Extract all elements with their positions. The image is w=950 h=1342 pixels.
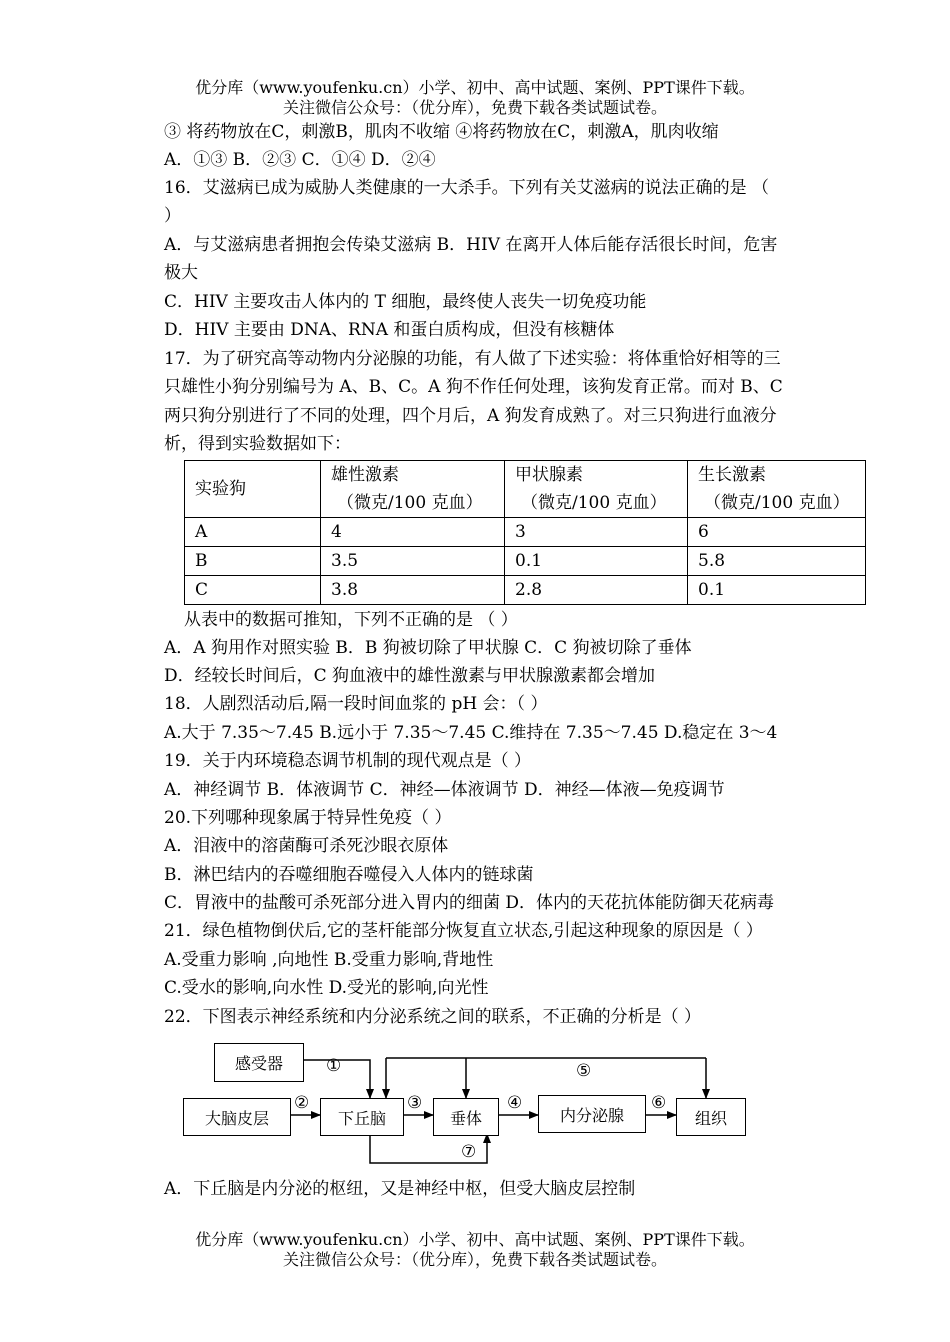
table-cell: C xyxy=(185,576,321,605)
question-17-option-d: D．经较长时间后，C 狗血液中的雄性激素与甲状腺激素都会增加 xyxy=(164,666,656,686)
question-20-stem: 20.下列哪种现象属于特异性免疫（ ） xyxy=(164,808,452,828)
table-header-cell: 生长激素 （微克/100 克血） xyxy=(688,461,866,518)
label-6: ⑥ xyxy=(651,1093,667,1113)
question-22-option-a: A．下丘脑是内分泌的枢纽，又是神经中枢，但受大脑皮层控制 xyxy=(164,1179,636,1199)
question-17-stem-4: 析，得到实验数据如下： xyxy=(164,434,351,454)
question-17-prompt: 从表中的数据可推知，下列不正确的是 （ ） xyxy=(184,610,518,630)
question-17-stem-3: 两只狗分别进行了不同的处理，四个月后，A 狗发育成熟了。对三只狗进行血液分 xyxy=(164,406,777,426)
question-18-stem: 18．人剧烈活动后,隔一段时间血浆的 pH 会：（ ） xyxy=(164,694,548,714)
label-3: ③ xyxy=(407,1093,423,1113)
question-17-options-abc: A．A 狗用作对照实验 B．B 狗被切除了甲状腺 C．C 狗被切除了垂体 xyxy=(164,638,692,658)
box-hypothalamus: 下丘脑 xyxy=(320,1098,404,1136)
question-17-stem-1: 17．为了研究高等动物内分泌腺的功能，有人做了下述实验：将体重恰好相等的三 xyxy=(164,349,781,369)
label-1: ① xyxy=(326,1056,342,1076)
box-cerebral-cortex: 大脑皮层 xyxy=(183,1098,291,1136)
table-cell: 3.8 xyxy=(321,576,505,605)
question-16-stem-end: ） xyxy=(164,206,181,226)
page-footer-line2: 关注微信公众号：（优分库），免费下载各类试题试卷。 xyxy=(282,1250,667,1269)
question-21-options-cd: C.受水的影响,向水性 D.受光的影响,向光性 xyxy=(164,978,489,998)
table-cell: 3.5 xyxy=(321,547,505,576)
question-15-option-line: ③ 将药物放在C，刺激B，肌肉不收缩 ④将药物放在C，刺激A，肌肉收缩 xyxy=(164,122,719,142)
question-16-option-c: C．HIV 主要攻击人体内的 T 细胞，最终使人丧失一切免疫功能 xyxy=(164,292,647,312)
table-cell: A xyxy=(185,518,321,547)
box-receptor: 感受器 xyxy=(214,1043,304,1082)
table-cell: 3 xyxy=(505,518,688,547)
page-footer-line1: 优分库（www.youfenku.cn）小学、初中、高中试题、案例、PPT课件下载。 xyxy=(195,1230,755,1249)
question-20-option-a: A．泪液中的溶菌酶可杀死沙眼衣原体 xyxy=(164,836,449,856)
question-19-options: A．神经调节 B．体液调节 C．神经—体液调节 D．神经—体液—免疫调节 xyxy=(164,780,725,800)
table-cell: B xyxy=(185,547,321,576)
label-4: ④ xyxy=(507,1093,523,1113)
question-16-stem: 16．艾滋病已成为威胁人类健康的一大杀手。下列有关艾滋病的说法正确的是 （ xyxy=(164,178,770,198)
box-endocrine-gland: 内分泌腺 xyxy=(538,1095,646,1133)
table-header-cell: 雄性激素 （微克/100 克血） xyxy=(321,461,505,518)
table-cell: 0.1 xyxy=(505,547,688,576)
label-2: ② xyxy=(294,1093,310,1113)
question-16-option-d: D．HIV 主要由 DNA、RNA 和蛋白质构成，但没有核糖体 xyxy=(164,320,615,340)
question-19-stem: 19．关于内环境稳态调节机制的现代观点是（ ） xyxy=(164,751,532,771)
question-17-stem-2: 只雄性小狗分别编号为 A、B、C。A 狗不作任何处理，该狗发育正常。而对 B、C xyxy=(164,377,783,397)
question-20-options-cd: C．胃液中的盐酸可杀死部分进入胃内的细菌 D．体内的天花抗体能防御天花病毒 xyxy=(164,893,775,913)
question-20-option-b: B．淋巴结内的吞噬细胞吞噬侵入人体内的链球菌 xyxy=(164,865,534,885)
table-cell: 4 xyxy=(321,518,505,547)
table-header-cell: 实验狗 xyxy=(185,461,321,518)
question-16-option-ab: A．与艾滋病患者拥抱会传染艾滋病 B．HIV 在离开人体后能存活很长时间，危害 xyxy=(164,235,778,255)
table-cell: 0.1 xyxy=(688,576,866,605)
table-header-cell: 甲状腺素 （微克/100 克血） xyxy=(505,461,688,518)
page-header-line1: 优分库（www.youfenku.cn）小学、初中、高中试题、案例、PPT课件下载。 xyxy=(195,78,755,97)
box-tissue: 组织 xyxy=(676,1098,746,1136)
box-pituitary: 垂体 xyxy=(433,1098,499,1136)
label-7: ⑦ xyxy=(461,1142,477,1162)
page-header-line2: 关注微信公众号：（优分库），免费下载各类试题试卷。 xyxy=(282,98,667,117)
question-22-stem: 22．下图表示神经系统和内分泌系统之间的联系，不正确的分析是（ ） xyxy=(164,1007,702,1027)
table-cell: 5.8 xyxy=(688,547,866,576)
question-21-stem: 21．绿色植物倒伏后,它的茎杆能部分恢复直立状态,引起这种现象的原因是（ ） xyxy=(164,921,763,941)
label-5: ⑤ xyxy=(576,1061,592,1081)
table-cell: 6 xyxy=(688,518,866,547)
question-15-choices: A．①③ B．②③ C．①④ D．②④ xyxy=(164,150,436,170)
table-cell: 2.8 xyxy=(505,576,688,605)
question-18-options: A.大于 7.35～7.45 B.远小于 7.35～7.45 C.维持在 7.35～7.45 D.稳定在 3～4 xyxy=(164,723,778,743)
question-16-option-b-cont: 极大 xyxy=(164,263,198,283)
question-21-options-ab: A.受重力影响 ,向地性 B.受重力影响,背地性 xyxy=(164,950,494,970)
